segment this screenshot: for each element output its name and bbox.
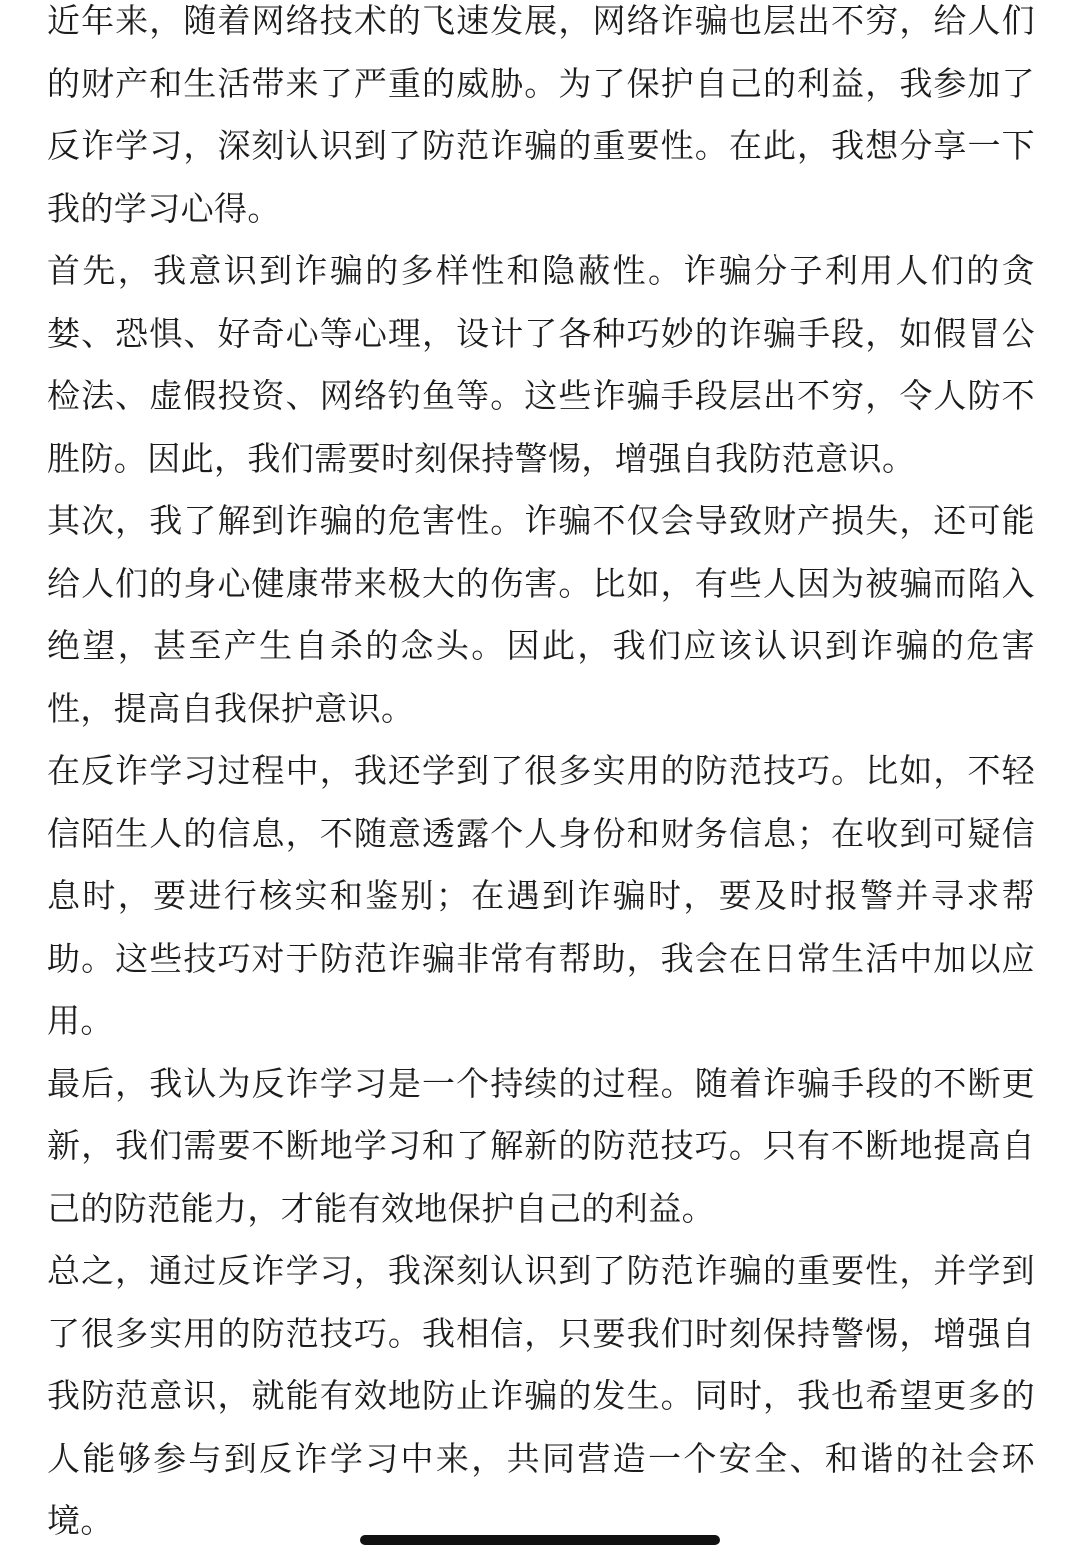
paragraph-intro: 近年来，随着网络技术的飞速发展，网络诈骗也层出不穷，给人们的财产和生活带来了严重的威胁。为了保护自己的利益，我参加了反诈学习，深刻认识到了防范诈骗的重要性。在此，我想分享一下我的学习心得。 xyxy=(47,1,1035,228)
paragraph-tips: 在反诈学习过程中，我还学到了很多实用的防范技巧。比如，不轻信陌生人的信息，不随意透露个人身份和财务信息；在收到可疑信息时，要进行核实和鉴别；在遇到诈骗时，要及时报警并寻求帮助。这些技巧对于防范诈骗非常有帮助，我会在日常生活中加以应用。 xyxy=(47,751,1035,1040)
paragraph-conclusion: 总之，通过反诈学习，我深刻认识到了防范诈骗的重要性，并学到了很多实用的防范技巧。我相信，只要我们时刻保持警惕，增强自我防范意识，就能有效地防止诈骗的发生。同时，我也希望更多的人能够参与到反诈学习中来，共同营造一个安全、和谐的社会环境。 xyxy=(47,1251,1035,1540)
paragraph-final-point: 最后，我认为反诈学习是一个持续的过程。随着诈骗手段的不断更新，我们需要不断地学习和了解新的防范技巧。只有不断地提高自己的防范能力，才能有效地保护自己的利益。 xyxy=(47,1063,1035,1228)
paragraph-first-point: 首先，我意识到诈骗的多样性和隐蔽性。诈骗分子利用人们的贪婪、恐惧、好奇心等心理，设计了各种巧妙的诈骗手段，如假冒公检法、虚假投资、网络钓鱼等。这些诈骗手段层出不穷，令人防不胜防。因此，我们需要时刻保持警惕，增强自我防范意识。 xyxy=(47,251,1035,478)
article-body xyxy=(47,0,1035,1553)
paragraph-second-point: 其次，我了解到诈骗的危害性。诈骗不仅会导致财产损失，还可能给人们的身心健康带来极大的伤害。比如，有些人因为被骗而陷入绝望，甚至产生自杀的念头。因此，我们应该认识到诈骗的危害性，提高自我保护意识。 xyxy=(47,501,1035,728)
home-indicator[interactable] xyxy=(360,1535,720,1545)
